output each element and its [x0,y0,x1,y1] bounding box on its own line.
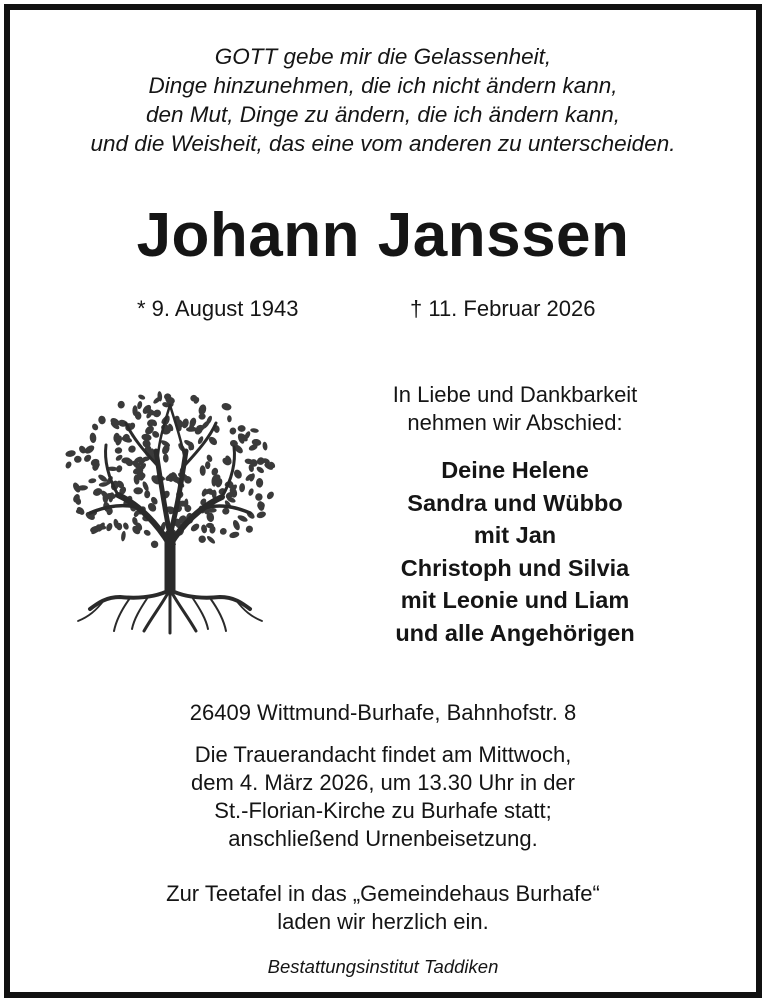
leaf-mark [206,535,217,545]
funeral-home: Bestattungsinstitut Taddiken [267,956,499,977]
leaf-mark [245,524,255,534]
tea-line: laden wir herzlich ein. [277,909,489,934]
leaf-mark [143,529,152,537]
leaf-mark [65,449,76,457]
leaf-mark [64,460,72,469]
leaf-mark [197,534,207,544]
serenity-prayer [0,42,766,158]
leaf-mark [98,415,107,425]
leaf-mark [74,456,82,463]
leaf-mark [133,487,143,494]
birth-date: * 9. August 1943 [137,296,299,321]
death-date: † 11. Februar 2026 [410,296,596,321]
tea-line: Zur Teetafel in das „Gemeindehaus Burhafe“ [166,881,600,906]
leaf-mark [262,441,268,450]
service-line: St.-Florian-Kirche zu Burhafe statt; [214,798,552,823]
leaf-mark [255,493,263,501]
leaf-mark [163,454,169,463]
leaf-mark [232,519,242,531]
leaf-mark [228,426,237,435]
mourner-line: Sandra und Wübbo [407,489,623,516]
leaf-mark [221,402,232,411]
leaf-mark [91,423,100,432]
leaf-mark [237,425,245,432]
poem-line: und die Weisheit, das eine vom anderen zu unterscheiden. [90,131,676,156]
service-line: anschließend Urnenbeisetzung. [228,826,538,851]
leaf-mark [115,464,123,473]
leaf-mark [257,501,266,510]
leaf-mark [141,433,152,442]
leaf-mark [250,428,259,434]
farewell-intro [340,381,690,437]
mourner-line: Christoph und Silvia [400,554,630,581]
mourner-line: mit Jan [473,522,557,548]
intro-line: In Liebe und Dankbarkeit [392,382,638,407]
mourners-list [340,454,690,649]
deceased-name: Johann Janssen [136,201,630,270]
leaf-mark [218,527,228,537]
leaf-mark [149,539,159,549]
leaf-mark [255,465,265,474]
intro-line: nehmen wir Abschied: [407,410,623,435]
leaf-mark [197,403,207,415]
poem-line: Dinge hinzunehmen, die ich nicht ändern kann, [148,73,618,98]
mourner-line: und alle Angehörigen [395,619,635,646]
leaf-mark [118,401,125,409]
leaf-mark [92,487,104,498]
leaf-mark [206,454,214,463]
leaf-mark [137,401,143,410]
leaf-mark [89,432,97,443]
leaf-mark [247,488,254,497]
leaf-mark [189,522,200,533]
leaf-mark [144,490,150,498]
leaf-mark [114,447,122,454]
leaf-mark [237,514,249,523]
leaf-mark [239,483,245,492]
service-line: Die Trauerandacht findet am Mittwoch, [194,742,572,767]
leaf-mark [120,531,126,542]
leaf-mark [199,465,206,476]
leaf-mark [127,444,137,454]
poem-line: GOTT gebe mir die Gelassenheit, [214,44,552,69]
leaf-mark [88,478,97,484]
leaf-mark [122,522,130,531]
leaf-mark [205,461,211,469]
tea-invitation [0,880,766,936]
leaf-mark [256,478,263,488]
leaf-mark [105,522,113,532]
tree-of-life-icon [60,385,280,637]
leaf-mark [137,394,146,401]
leaf-mark [256,510,267,519]
service-line: dem 4. März 2026, um 13.30 Uhr in der [191,770,575,795]
service-details [0,741,766,853]
poem-line: den Mut, Dinge zu ändern, die ich ändern kann, [145,102,621,127]
mourner-line: mit Leonie und Liam [400,587,630,613]
leaf-mark [265,490,275,500]
mourner-line: Deine Helene [441,457,589,483]
leaf-mark [229,531,240,539]
leaf-mark [227,415,232,422]
address: 26409 Wittmund-Burhafe, Bahnhofstr. 8 [189,700,577,725]
